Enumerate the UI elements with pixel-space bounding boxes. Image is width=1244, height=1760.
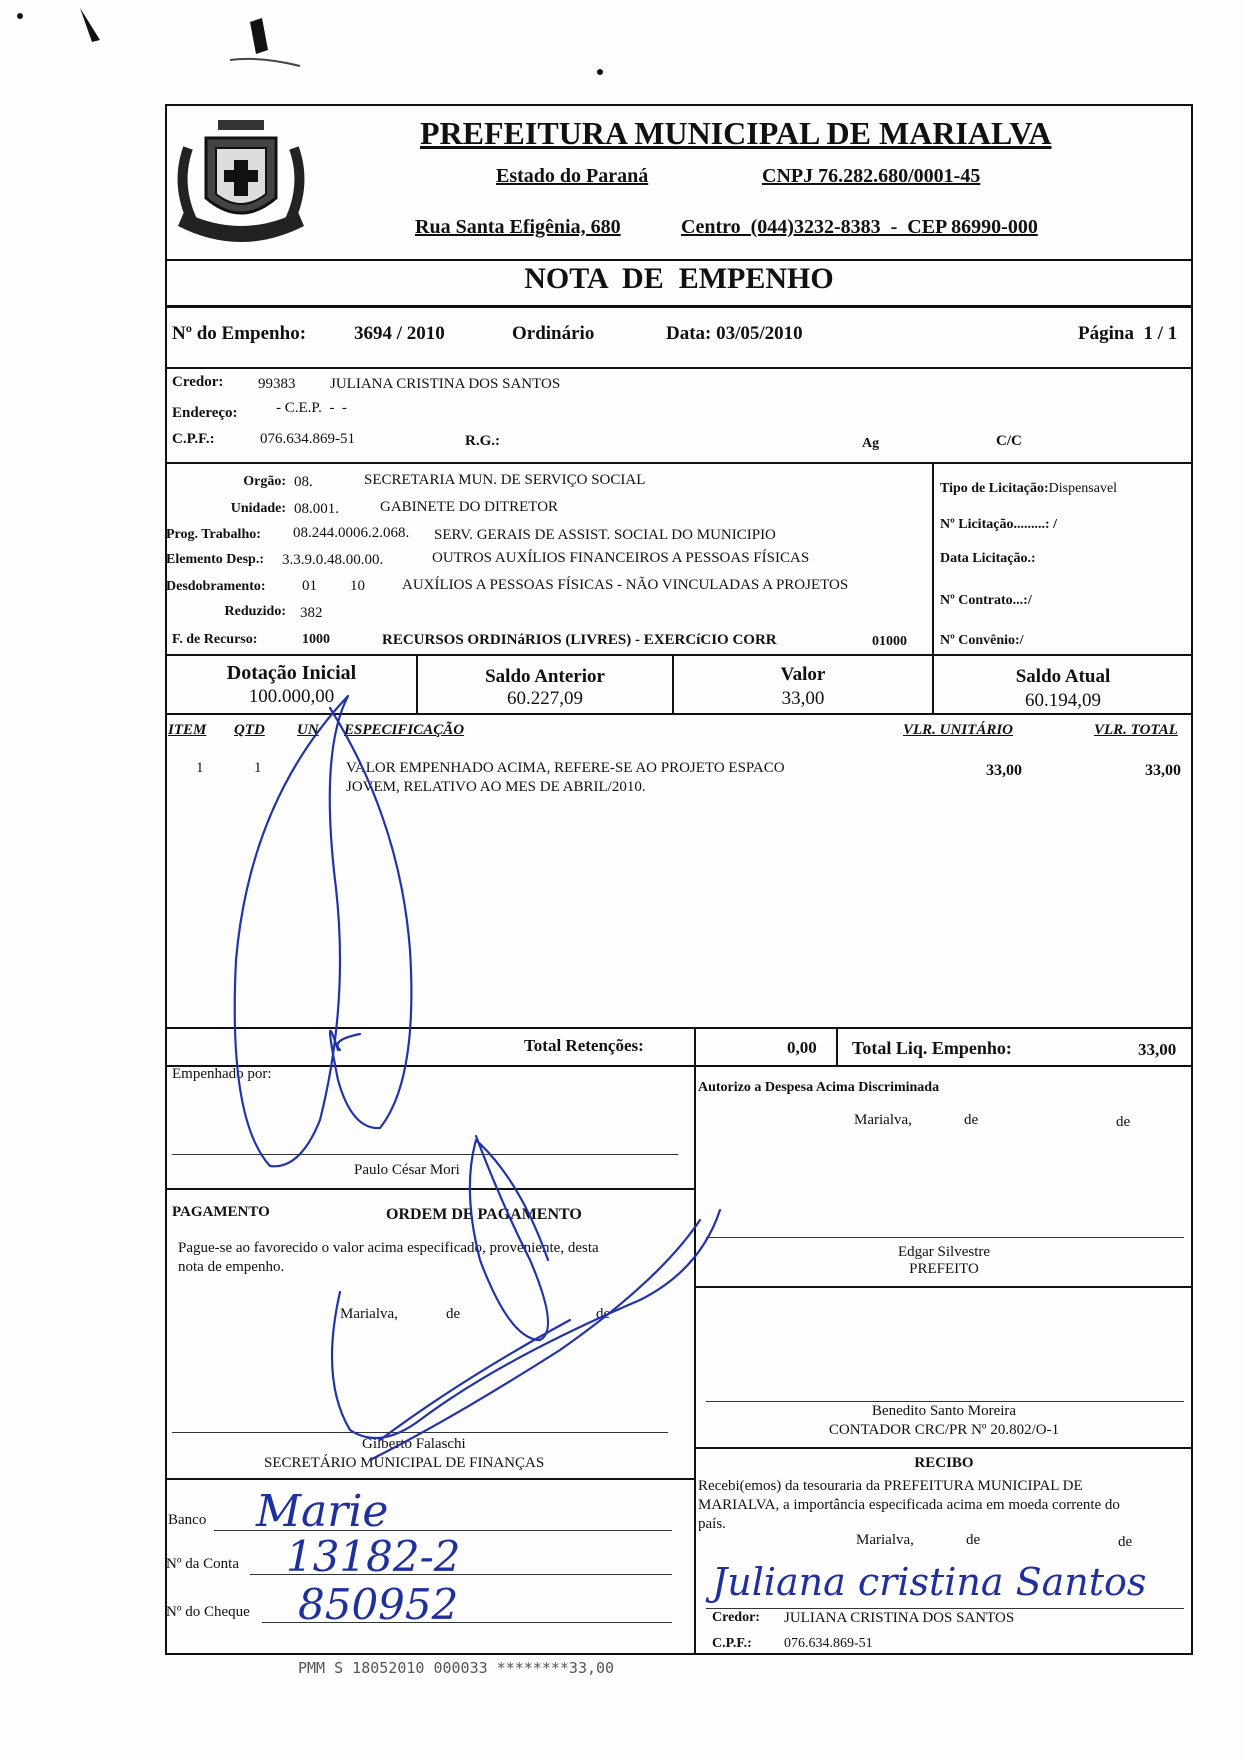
- cpf-label: C.P.F.:: [172, 431, 215, 447]
- endereco-value: - C.E.P. - -: [276, 400, 347, 416]
- rg-label: R.G.:: [465, 433, 500, 449]
- autorizo-city: Marialva,: [854, 1112, 912, 1128]
- vlr-unitario-header: VLR. UNITÁRIO: [903, 722, 1014, 738]
- saldo-anterior-label: Saldo Anterior: [485, 666, 605, 687]
- desdobramento-desc: AUXÍLIOS A PESSOAS FÍSICAS - NÃO VINCULADAS A PROJETOS: [402, 577, 849, 593]
- valor-value: 33,00: [781, 688, 825, 709]
- empenho-number-label: Nº do Empenho:: [172, 323, 307, 344]
- item-1-number: 1: [196, 760, 204, 776]
- municipal-crest-icon: [168, 108, 314, 258]
- recibo-credor-label: Credor:: [712, 1610, 760, 1625]
- credor-label: Credor:: [172, 374, 224, 390]
- pagamento-de-1: de: [446, 1306, 461, 1322]
- item-1-desc-1: VALOR EMPENHADO ACIMA, REFERE-SE AO PROJETO ESPACO: [346, 760, 785, 776]
- saldo-atual-value: 60.194,09: [1025, 690, 1101, 711]
- elemento-label: Elemento Desp.:: [166, 552, 264, 567]
- pagamento-text-2: nota de empenho.: [178, 1259, 285, 1275]
- recibo-text-2: MARIALVA, a importância especificada acima em moeda corrente do: [698, 1497, 1120, 1513]
- valor-label: Valor: [780, 664, 826, 685]
- secretario-name: Gilberto Falaschi: [362, 1436, 466, 1452]
- recibo-signature: Juliana cristina Santos: [712, 1560, 1147, 1604]
- elemento-desc: OUTROS AUXÍLIOS FINANCEIROS A PESSOAS FÍSICAS: [432, 550, 810, 566]
- tipo-licitacao: Tipo de Licitação:Dispensavel: [940, 481, 1118, 496]
- banco-label: Banco: [168, 1512, 207, 1528]
- cc-label: C/C: [996, 433, 1022, 449]
- item-1-qtd: 1: [254, 760, 262, 776]
- numero-licitacao: Nº Licitação.........: /: [940, 517, 1057, 532]
- recibo-de-2: de: [1118, 1534, 1133, 1550]
- state-label: Estado do Paraná: [496, 165, 649, 187]
- unidade-desc: GABINETE DO DITRETOR: [380, 499, 559, 515]
- empenho-number: 3694 / 2010: [354, 323, 445, 344]
- item-1-unit: 33,00: [986, 762, 1022, 779]
- fonte-suffix: 01000: [872, 634, 907, 649]
- unidade-label: Unidade:: [230, 501, 286, 516]
- recibo-credor-name: JULIANA CRISTINA DOS SANTOS: [784, 1610, 1015, 1626]
- ordem-pagamento-label: ORDEM DE PAGAMENTO: [386, 1206, 582, 1223]
- conta-handwritten: 13182-2: [286, 1532, 461, 1581]
- liquido-label: Total Liq. Empenho:: [852, 1038, 1012, 1058]
- especificacao-header: ESPECIFICAÇÃO: [344, 722, 465, 738]
- recibo-text-3: país.: [698, 1516, 726, 1532]
- credor-name: JULIANA CRISTINA DOS SANTOS: [330, 376, 561, 392]
- pagamento-city: Marialva,: [340, 1306, 398, 1322]
- conta-label: Nº da Conta: [166, 1556, 239, 1572]
- contador-title: CONTADOR CRC/PR Nº 20.802/O-1: [828, 1422, 1060, 1438]
- elemento-code: 3.3.9.0.48.00.00.: [282, 552, 384, 568]
- dotacao-value: 100.000,00: [248, 686, 335, 707]
- autorizo-de-2: de: [1116, 1114, 1131, 1130]
- item-header: ITEM: [168, 722, 207, 738]
- retencoes-value: 0,00: [787, 1038, 817, 1057]
- scan-marks: [0, 0, 1244, 100]
- prog-code: 08.244.0006.2.068.: [293, 525, 410, 541]
- empenhado-name: Paulo César Mori: [354, 1162, 460, 1178]
- page-number: Página 1 / 1: [1078, 323, 1178, 344]
- desdobramento-label: Desdobramento:: [166, 579, 266, 594]
- recibo-cpf: 076.634.869-51: [784, 1636, 873, 1651]
- secretario-title: SECRETÁRIO MUNICIPAL DE FINANÇAS: [264, 1455, 545, 1471]
- un-header: UN: [297, 722, 319, 738]
- saldo-anterior-value: 60.227,09: [507, 688, 583, 709]
- prog-desc: SERV. GERAIS DE ASSIST. SOCIAL DO MUNICIPIO: [434, 527, 776, 543]
- liquido-value: 33,00: [1138, 1040, 1177, 1059]
- cheque-handwritten: 850952: [298, 1580, 459, 1629]
- numero-convenio: Nº Convênio:/: [940, 633, 1024, 648]
- cnpj-label: CNPJ 76.282.680/0001-45: [762, 165, 981, 187]
- municipality-title: PREFEITURA MUNICIPAL DE MARIALVA: [420, 115, 1052, 151]
- cheque-label: Nº do Cheque: [166, 1604, 250, 1620]
- endereco-label: Endereço:: [172, 405, 238, 421]
- empenho-type: Ordinário: [512, 323, 595, 344]
- processing-stamp: PMM S 18052010 000033 ********33,00: [298, 1659, 615, 1677]
- prefeito-name: Edgar Silvestre: [897, 1244, 991, 1260]
- unidade-code: 08.001.: [294, 501, 339, 517]
- ag-label: Ag: [862, 436, 880, 451]
- dotacao-label: Dotação Inicial: [226, 662, 357, 684]
- item-1-desc-2: JOVEM, RELATIVO AO MES DE ABRIL/2010.: [346, 779, 646, 795]
- contador-name: Benedito Santo Moreira: [871, 1403, 1017, 1419]
- data-licitacao: Data Licitação.:: [940, 551, 1036, 566]
- recibo-text-1: Recebi(emos) da tesouraria da PREFEITURA MUNICIPAL DE: [698, 1478, 1083, 1494]
- recibo-de-1: de: [966, 1532, 981, 1548]
- desdobramento-b: 10: [350, 578, 365, 594]
- pagamento-label: PAGAMENTO: [172, 1204, 270, 1220]
- recibo-cpf-label: C.P.F.:: [712, 1636, 752, 1651]
- address-label: Rua Santa Efigênia, 680: [415, 216, 621, 238]
- autorizo-de-1: de: [964, 1112, 979, 1128]
- contact-label: Centro (044)3232-8383 - CEP 86990-000: [681, 216, 1038, 238]
- recibo-city: Marialva,: [856, 1532, 914, 1548]
- credor-code: 99383: [258, 376, 296, 392]
- reduzido-label: Reduzido:: [224, 604, 286, 619]
- orgao-desc: SECRETARIA MUN. DE SERVIÇO SOCIAL: [364, 472, 646, 488]
- autorizo-label: Autorizo a Despesa Acima Discriminada: [698, 1080, 940, 1095]
- fonte-code: 1000: [302, 632, 330, 647]
- banco-handwritten: Marie: [256, 1486, 389, 1537]
- retencoes-label: Total Retenções:: [524, 1036, 644, 1055]
- qtd-header: QTD: [234, 722, 265, 738]
- desdobramento-a: 01: [302, 578, 317, 594]
- empenhado-por-label: Empenhado por:: [172, 1066, 272, 1082]
- fonte-desc: RECURSOS ORDINáRIOS (LIVRES) - EXERCíCIO CORR: [382, 632, 777, 648]
- numero-contrato: Nº Contrato...:/: [940, 593, 1032, 608]
- saldo-atual-label: Saldo Atual: [1015, 666, 1111, 687]
- empenho-date: Data: 03/05/2010: [666, 323, 803, 344]
- document-title: NOTA DE EMPENHO: [524, 262, 834, 295]
- orgao-label: Orgão:: [243, 474, 286, 489]
- prog-label: Prog. Trabalho:: [166, 527, 261, 542]
- prefeito-title: PREFEITO: [909, 1261, 979, 1277]
- item-1-total: 33,00: [1145, 762, 1181, 779]
- pagamento-text-1: Pague-se ao favorecido o valor acima especificado, proveniente, desta: [178, 1240, 599, 1256]
- vlr-total-header: VLR. TOTAL: [1094, 722, 1178, 738]
- reduzido-value: 382: [300, 605, 323, 621]
- recibo-title: RECIBO: [914, 1455, 974, 1471]
- pagamento-de-2: de: [596, 1306, 611, 1322]
- cpf-value: 076.634.869-51: [260, 431, 355, 447]
- fonte-label: F. de Recurso:: [172, 632, 258, 647]
- orgao-code: 08.: [294, 474, 313, 490]
